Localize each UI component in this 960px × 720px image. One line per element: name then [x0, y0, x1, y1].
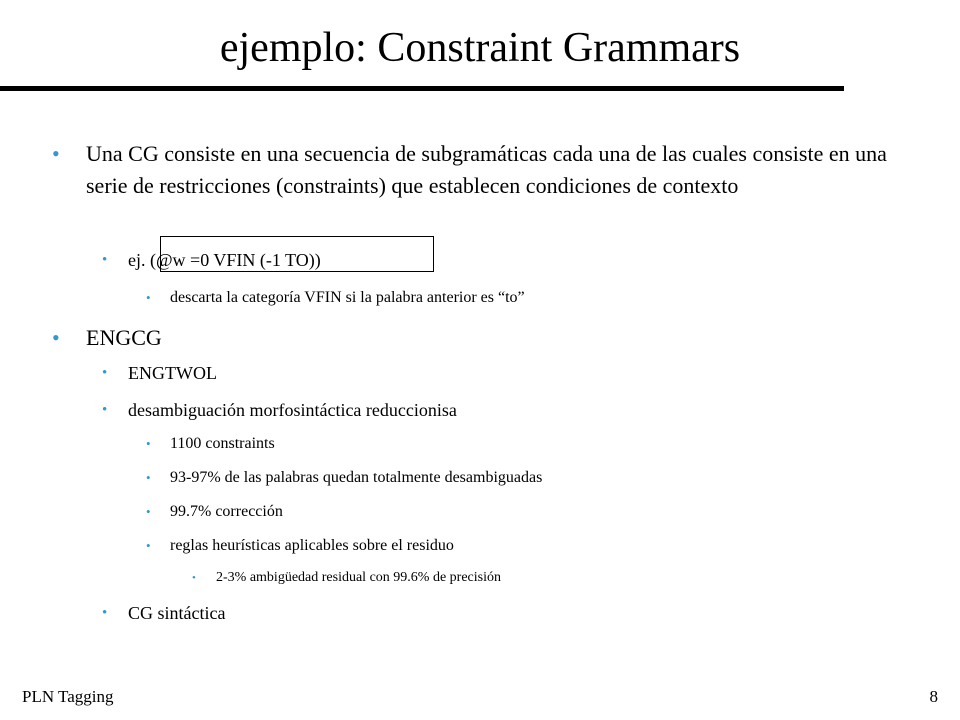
bullet-icon: • [102, 365, 108, 381]
page-number: 8 [929, 687, 938, 706]
bullet-icon: • [146, 290, 151, 305]
bullet-icon: • [146, 538, 151, 553]
bullet-icon: • [192, 572, 196, 584]
bullet-correction-rate-text: 99.7% corrección [170, 503, 283, 520]
bullet-constraints-count-text: 1100 constraints [170, 435, 275, 452]
bullet-residual-ambiguity-text: 2-3% ambigüedad residual con 99.6% de precisión [216, 570, 501, 585]
bullet-disambiguated-rate-text: 93-97% de las palabras quedan totalmente desambiguadas [170, 469, 543, 486]
bullet-heuristic-rules-text: reglas heurísticas aplicables sobre el residuo [170, 537, 454, 554]
title-underline [0, 86, 844, 91]
bullet-icon: • [146, 504, 151, 519]
slide-title: ejemplo: Constraint Grammars [219, 25, 741, 71]
bullet-icon: • [102, 252, 108, 268]
bullet-icon: • [52, 325, 60, 350]
bullet-example-text: ej. (@w =0 VFIN (-1 TO)) [128, 250, 321, 270]
bullet-icon: • [146, 436, 151, 451]
bullet-icon: • [52, 141, 60, 166]
bullet-disambiguation-text: desambiguación morfosintáctica reduccionisa [128, 400, 457, 420]
bullet-engcg-text: ENGCG [86, 325, 162, 350]
bullet-cg-definition-text: Una CG consiste en una secuencia de subgramáticas cada una de las cuales consiste en una serie de restricciones (constraints) que establecen condiciones de contexto [86, 141, 887, 198]
bullet-icon: • [102, 402, 108, 418]
footer-left: PLN Tagging [22, 687, 114, 706]
example-highlight-box [160, 236, 434, 272]
bullet-icon: • [102, 605, 108, 621]
bullet-engtwol-text: ENGTWOL [128, 363, 217, 383]
bullet-icon: • [146, 470, 151, 485]
bullet-syntactic-cg-text: CG sintáctica [128, 603, 226, 623]
bullet-example-explanation-text: descarta la categoría VFIN si la palabra anterior es “to” [170, 289, 525, 306]
